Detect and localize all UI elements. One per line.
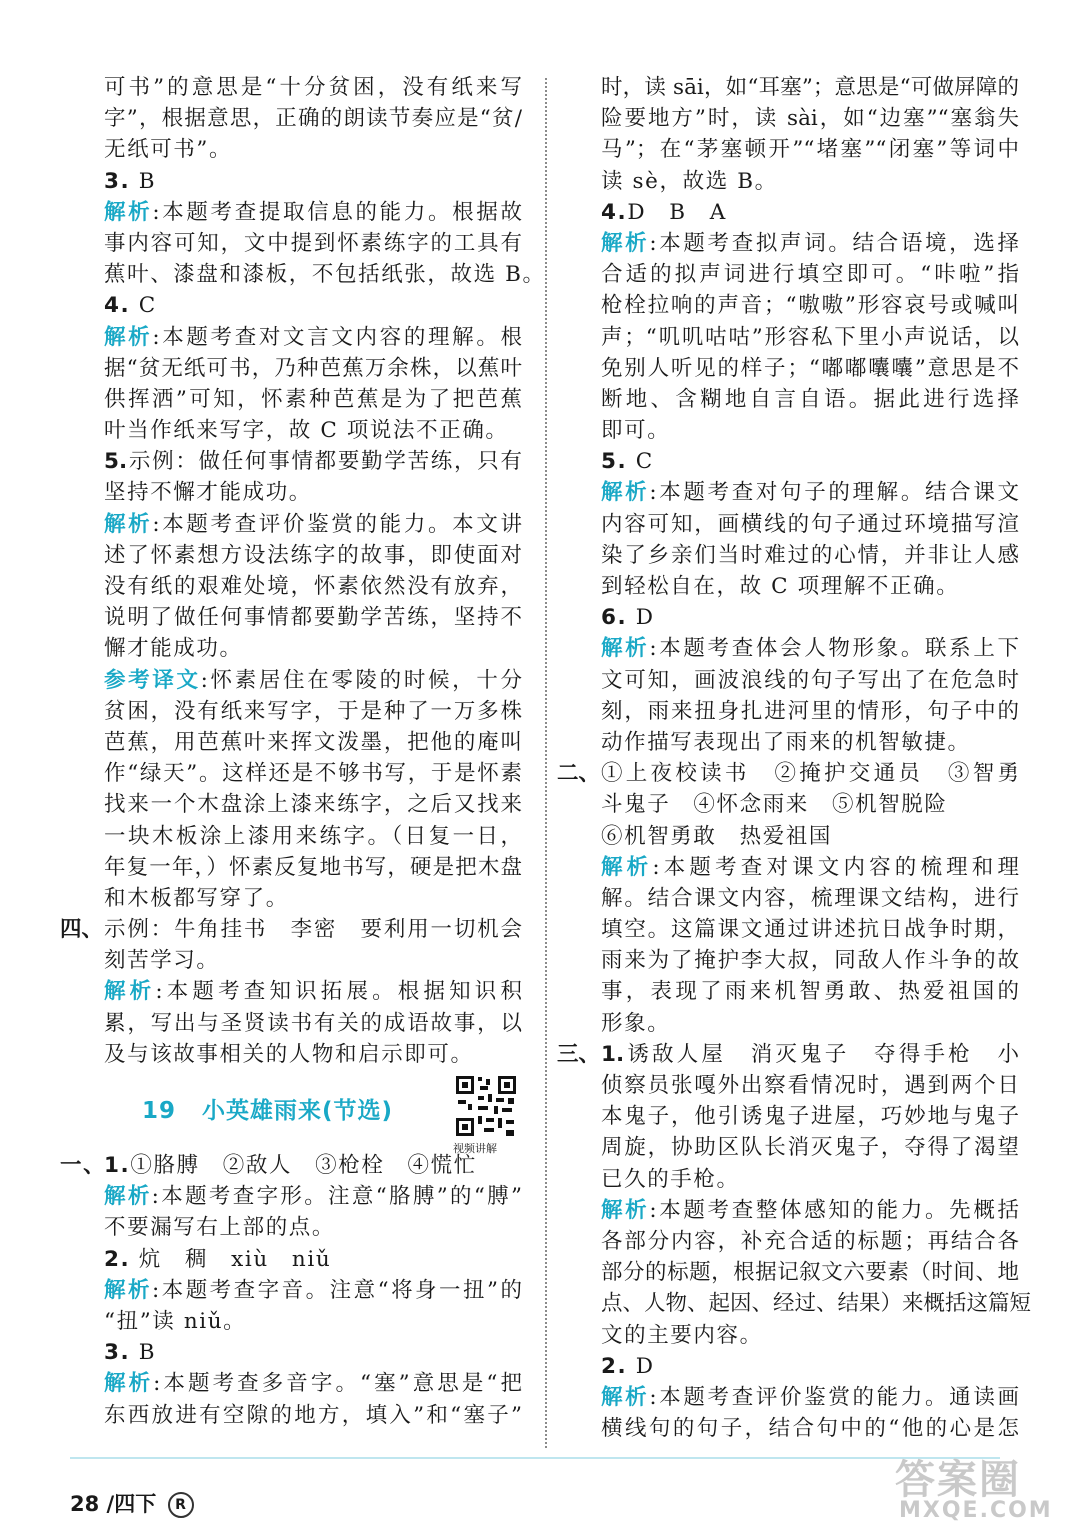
text-line: 断地、含糊地自言自语。据此进行选择 <box>601 386 1019 412</box>
text-line: 芭蕉，用芭蕉叶来挥文泼墨，把他的庵叫 <box>104 729 522 755</box>
text-line: 供挥洒”可知，怀素种芭蕉是为了把芭蕉 <box>104 386 522 412</box>
text-line: 各部分内容，补充合适的标题；再结合各 <box>601 1228 1019 1254</box>
answer-value: C <box>138 293 157 319</box>
answer-value: C <box>635 449 654 475</box>
watermark <box>885 1448 1060 1528</box>
analysis-tag: 解析 <box>601 636 650 662</box>
text-line: 声；“叽叽咕咕”形容私下里小声说话，以 <box>601 324 1019 350</box>
analysis-line: 解析:本题考查体会人物形象。联系上下 <box>601 636 1019 662</box>
text-line: 马”；在“茅塞顿开”“堵塞”“闭塞”等词中 <box>601 137 1019 163</box>
text-line: 部分的标题，根据记叙文六要素（时间、地 <box>601 1260 1019 1286</box>
text-line: 据“贫无纸可书，乃种芭蕉万余株，以蕉叶 <box>104 355 522 381</box>
text-line: 形象。 <box>601 1010 671 1036</box>
text-line: 累，写出与圣贤读书有关的成语故事，以 <box>104 1010 522 1036</box>
answer-6 <box>601 602 1019 633</box>
text-line: 懈才能成功。 <box>104 636 243 662</box>
text-line: 无纸可书”。 <box>104 137 233 163</box>
right-column <box>557 72 1032 1444</box>
question-number: 5. <box>104 449 128 475</box>
analysis-line: 解析:本题考查字音。注意“将身一扭”的 <box>104 1277 522 1303</box>
text-line: 本鬼子，他引诱鬼子进屋，巧妙地与鬼子 <box>601 1104 1019 1130</box>
left-column <box>60 72 546 1431</box>
text-line: 找来一个木盘涂上漆来练字，之后又找来 <box>104 792 522 818</box>
footer-rule <box>70 1457 1000 1459</box>
text-line: 填空。这篇课文通过讲述抗日战争时期， <box>601 917 1019 943</box>
answer-4 <box>104 290 522 321</box>
question-number: 5. <box>601 449 628 475</box>
analysis-line: 解析:本题考查评价鉴赏的能力。本文讲 <box>104 511 522 537</box>
text-line: 解。结合课文内容，梳理课文结构，进行 <box>601 885 1019 911</box>
text-line: 年复一年，）怀素反复地书写，硬是把木盘 <box>104 854 522 880</box>
section-marker: 三、 <box>557 1041 601 1067</box>
analysis-tag: 解析 <box>601 230 650 256</box>
text-line: 没有纸的艰难处境，怀素依然没有放弃， <box>104 574 522 599</box>
answer-5 <box>104 446 522 477</box>
text-line: 事，表现了雨来机智勇敢、热爱祖国的 <box>601 979 1019 1005</box>
footer-separator: / <box>106 1492 115 1516</box>
analysis-tag: 解析 <box>601 854 653 880</box>
analysis-tag: 解析 <box>601 480 650 506</box>
analysis-tag: 解析 <box>104 979 156 1005</box>
lesson-number: 19 <box>142 1098 177 1124</box>
text-line: 雨来为了掩护李大叔，同敌人作斗争的故 <box>601 948 1019 974</box>
text-line: 和木板都写穿了。 <box>104 885 289 911</box>
question-number: 4. <box>104 293 131 319</box>
page-number: 28 <box>70 1492 100 1516</box>
text-line: 内容可知，画横线的句子通过环境描写渲 <box>601 511 1019 537</box>
qr-code-icon[interactable] <box>454 1074 518 1138</box>
analysis-line: 解析:本题考查字形。注意“胳膊”的“膊” <box>104 1184 522 1210</box>
answer-value: D <box>635 605 655 631</box>
analysis-line: 解析:本题考查对文言文内容的理解。根 <box>104 324 522 350</box>
question-number: 6. <box>601 605 628 631</box>
section-2-answer: 二、 ①上夜校读书 ②掩护交通员 ③智勇 <box>601 758 1019 789</box>
section-marker: 二、 <box>557 761 601 787</box>
analysis-line: 解析:本题考查拟声词。结合语境，选择 <box>601 230 1019 256</box>
analysis-tag: 解析 <box>104 324 153 350</box>
analysis-tag: 解析 <box>104 1371 154 1397</box>
text-line: 一块木板涂上漆用来练字。（日复一日， <box>104 823 522 849</box>
section-3-answer-1: 三、 1.诱敌人屋 消灭鬼子 夺得手枪 小 <box>601 1039 1019 1070</box>
text-line: 蕉叶、漆盘和漆板，不包括纸张，故选 B。 <box>104 262 546 288</box>
text-line: 到轻松自在，故 C 项理解不正确。 <box>601 574 960 599</box>
lesson-title <box>142 1092 393 1125</box>
translation-line: 参考译文:怀素居住在零陵的时候，十分 <box>104 667 522 693</box>
analysis-tag: 解析 <box>104 1184 152 1210</box>
question-number: 2. <box>601 1353 628 1379</box>
section-marker: 一、 <box>60 1153 107 1178</box>
text-line: ⑥机智勇敢 热爱祖国 <box>601 823 833 849</box>
answer-4 <box>601 197 1019 228</box>
text-line: 及与该故事相关的人物和启示即可。 <box>104 1041 474 1067</box>
lesson-heading <box>104 1078 522 1155</box>
answer-value: B <box>138 168 157 194</box>
question-number: 1. <box>104 1153 131 1178</box>
answer-3b <box>104 1337 522 1368</box>
analysis-tag: 解析 <box>601 1197 650 1223</box>
text-line: 刻苦学习。 <box>104 948 220 974</box>
section-4-answer: 四、 示例：牛角挂书 李密 要利用一切机会 <box>104 914 522 945</box>
analysis-tag: 解析 <box>601 1384 650 1410</box>
question-number: 4. <box>601 199 628 225</box>
lesson-name: 小英雄雨来(节选) <box>202 1098 394 1124</box>
text-line: 不要漏写右上部的点。 <box>104 1215 336 1241</box>
text-line: 读 sè，故选 B。 <box>601 168 778 194</box>
text-line: 染了乡亲们当时难过的心情，并非让人感 <box>601 542 1019 568</box>
text-line: 险要地方”时，读 sài，如“边塞”“塞翁失 <box>601 106 1019 132</box>
text-line: 斗鬼子 ④怀念雨来 ⑤机智脱险 <box>601 792 948 818</box>
analysis-line: 解析:本题考查对课文内容的梳理和理 <box>601 854 1019 880</box>
analysis-line: 解析:本题考查整体感知的能力。先概括 <box>601 1197 1019 1223</box>
text-line: 事内容可知，文中提到怀素练字的工具有 <box>104 230 522 256</box>
grade-label: 四下 <box>114 1492 157 1516</box>
analysis-tag: 解析 <box>104 199 153 225</box>
text-line: 侦察员张嘎外出察看情况时，遇到两个日 <box>601 1073 1019 1098</box>
text-line: 横线句的句子，结合句中的“他的心是怎 <box>601 1416 1019 1442</box>
text-line: 动作描写表现出了雨来的机智敏捷。 <box>601 729 971 755</box>
answer-value: 示例：做任何事情都要勤学苦练，只有 <box>127 449 522 475</box>
qr-label: 视频讲解 <box>453 1142 497 1155</box>
text-line: 时，读 sāi，如“耳塞”；意思是“可做屏障的 <box>601 75 1019 100</box>
text-line: 叶当作纸来写字，故 C 项说法不正确。 <box>104 418 509 444</box>
page-footer <box>70 1488 194 1518</box>
analysis-line: 解析:本题考查提取信息的能力。根据故 <box>104 199 522 225</box>
text-line: 即可。 <box>601 418 671 444</box>
question-number: 1. <box>601 1041 625 1067</box>
text-line: 说明了做任何事情都要勤学苦练，坚持不 <box>104 605 522 631</box>
analysis-line: 解析:本题考查对句子的理解。结合课文 <box>601 480 1019 506</box>
watermark-logo-text: 答案圈 <box>895 1457 1021 1503</box>
text-line: 周旋，协助区队长消灭鬼子，夺得了渴望 <box>601 1135 1019 1161</box>
analysis-line: 解析:本题考查评价鉴赏的能力。通读画 <box>601 1384 1019 1410</box>
text-line: 述了怀素想方设法练字的故事，即使面对 <box>104 542 522 568</box>
answer-3 <box>104 166 522 197</box>
text-line: 点、人物、起因、经过、结果）来概括这篇短 <box>601 1291 1032 1317</box>
text-line: 坚持不懈才能成功。 <box>104 480 312 506</box>
text-line: “扭”读 niǔ。 <box>104 1308 247 1334</box>
analysis-tag: 解析 <box>104 511 153 537</box>
text-line: 文的主要内容。 <box>601 1322 763 1348</box>
edition-mark: R <box>168 1492 194 1518</box>
answer-value: D B A <box>627 199 727 225</box>
answer-5 <box>601 446 1019 477</box>
question-number: 2. <box>104 1246 131 1272</box>
text-line: 字”，根据意思，正确的朗读节奏应是“贫/ <box>104 106 522 132</box>
answer-2 <box>601 1351 1019 1382</box>
section-marker: 四、 <box>60 917 104 943</box>
analysis-tag: 解析 <box>104 1277 152 1303</box>
translation-tag: 参考译文 <box>104 667 201 693</box>
text-line: 作“绿天”。这样还是不够书写，于是怀素 <box>104 761 522 787</box>
text-line: 枪栓拉响的声音；“嗷嗷”形容哀号或喊叫 <box>601 293 1019 319</box>
question-number: 3. <box>104 168 131 194</box>
analysis-line: 解析:本题考查多音字。“塞”意思是“把 <box>104 1371 522 1397</box>
text-line: 合适的拟声词进行填空即可。“咔啦”指 <box>601 262 1019 288</box>
text-line: 东西放进有空隙的地方，填入”和“塞子” <box>104 1402 522 1428</box>
text-line: 贫困，没有纸来写字，于是种了一万多株 <box>104 698 522 724</box>
analysis-line: 解析:本题考查知识拓展。根据知识积 <box>104 979 522 1005</box>
watermark-url: MXQE.COM <box>899 1498 1053 1523</box>
answer-value: B <box>138 1340 157 1366</box>
section-1-answer-1: 一、 1.①胳膊 ②敌人 ③枪栓 ④慌忙 <box>104 1150 522 1181</box>
text-line: 免别人听见的样子；“嘟嘟囔囔”意思是不 <box>601 355 1019 381</box>
text-line: 已久的手枪。 <box>601 1166 740 1192</box>
answer-2: 2. 炕 稠 xiù niǔ <box>104 1246 332 1272</box>
text-line: 文可知，画波浪线的句子写出了在危急时 <box>601 667 1019 693</box>
text-line: 可书”的意思是“十分贫困，没有纸来写 <box>104 75 522 100</box>
text-line: 刻，雨来扭身扎进河里的情形，句子中的 <box>601 698 1019 724</box>
answer-value: D <box>635 1353 655 1379</box>
question-number: 3. <box>104 1340 131 1366</box>
